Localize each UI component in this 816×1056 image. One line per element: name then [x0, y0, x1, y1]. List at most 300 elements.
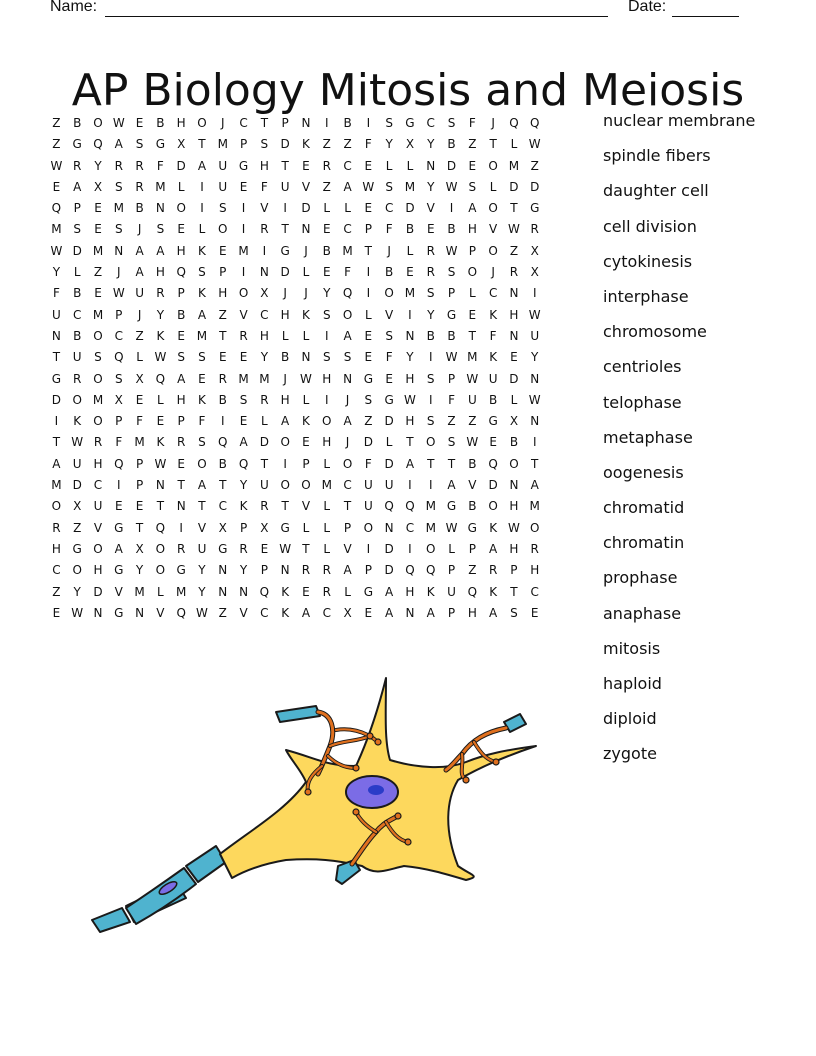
grid-letter: S [385, 116, 393, 130]
grid-letter: H [509, 541, 519, 556]
grid-letter: I [532, 435, 537, 450]
grid-letter: V [489, 222, 498, 237]
grid-letter: P [73, 201, 81, 216]
word-bank [603, 110, 755, 779]
grid-letter: Y [73, 584, 81, 599]
grid-letter: H [322, 435, 332, 450]
grid-letter: Z [52, 137, 61, 152]
grid-letter: C [343, 478, 352, 493]
grid-letter: K [239, 499, 248, 514]
grid-letter: G [51, 371, 62, 386]
grid-letter: R [135, 179, 144, 194]
grid-letter: A [239, 435, 248, 450]
grid-letter: E [135, 116, 144, 130]
grid-row [46, 475, 545, 496]
grid-letter: H [322, 371, 332, 386]
grid-letter: S [114, 371, 123, 386]
grid-letter: W [507, 222, 520, 237]
grid-letter: M [404, 179, 416, 194]
grid-letter: L [302, 328, 310, 343]
grid-letter: Z [218, 307, 227, 322]
grid-letter: E [114, 499, 123, 514]
grid-letter: M [467, 350, 478, 365]
grid-letter: L [489, 179, 497, 194]
grid-letter: D [363, 435, 373, 450]
word-bank-item: diploid [603, 709, 657, 729]
grid-letter: A [426, 605, 435, 620]
word-bank-item: chromosome [603, 322, 707, 342]
grid-letter: A [343, 328, 352, 343]
grid-letter: P [135, 478, 144, 493]
grid-letter: X [509, 414, 519, 429]
grid-letter: T [510, 201, 518, 216]
grid-letter: E [406, 265, 414, 280]
grid-letter: N [509, 286, 519, 301]
grid-letter: I [408, 307, 412, 322]
word-bank-item: chromatid [603, 498, 685, 518]
grid-letter: W [50, 243, 63, 258]
grid-letter: Q [509, 116, 519, 130]
grid-letter: N [280, 563, 290, 578]
grid-letter: T [281, 222, 289, 237]
grid-letter: A [447, 478, 456, 493]
grid-letter: V [468, 478, 477, 493]
dendrite-knob [353, 809, 359, 815]
grid-letter: Z [73, 520, 82, 535]
grid-letter: I [324, 116, 329, 130]
grid-letter: S [239, 392, 248, 407]
grid-letter: K [198, 243, 206, 258]
grid-letter: I [408, 541, 412, 556]
grid-letter: A [385, 605, 394, 620]
grid-row [46, 305, 545, 326]
grid-letter: P [447, 286, 456, 301]
grid-letter: Z [135, 328, 144, 343]
grid-letter: Q [218, 435, 228, 450]
grid-letter: M [508, 158, 520, 173]
grid-letter: L [510, 137, 518, 152]
grid-letter: T [427, 456, 435, 471]
grid-letter: B [426, 328, 435, 343]
grid-letter: L [385, 435, 393, 450]
grid-letter: T [302, 541, 310, 556]
grid-letter: Q [155, 520, 166, 535]
grid-letter: T [198, 137, 206, 152]
grid-letter: V [114, 584, 123, 599]
grid-letter: Y [385, 137, 393, 152]
grid-letter: C [260, 605, 269, 620]
grid-letter: F [489, 328, 497, 343]
grid-letter: C [405, 520, 415, 535]
grid-letter: R [52, 520, 61, 535]
grid-letter: L [302, 520, 310, 535]
grid-letter: O [530, 520, 540, 535]
grid-letter: G [280, 520, 290, 535]
grid-letter: R [73, 158, 82, 173]
grid-letter: P [177, 286, 185, 301]
grid-letter: X [218, 520, 227, 535]
grid-letter: R [73, 371, 82, 386]
grid-letter: A [489, 605, 498, 620]
grid-letter: A [197, 307, 207, 322]
grid-letter: V [197, 520, 207, 535]
grid-letter: B [343, 116, 352, 130]
grid-row [46, 113, 545, 134]
grid-letter: Y [135, 563, 144, 578]
grid-letter: M [238, 371, 249, 386]
grid-letter: S [510, 605, 518, 620]
grid-letter: R [488, 563, 498, 578]
grid-letter: P [447, 563, 456, 578]
grid-letter: H [280, 307, 290, 322]
grid-letter: L [177, 179, 185, 194]
grid-letter: G [384, 392, 394, 407]
grid-letter: O [488, 499, 498, 514]
grid-letter: I [262, 243, 267, 258]
grid-row [46, 262, 545, 283]
worksheet-header [0, 0, 816, 22]
grid-letter: E [177, 456, 185, 471]
grid-letter: B [281, 350, 290, 365]
dendrite-knob [375, 739, 381, 745]
grid-letter: R [530, 541, 539, 556]
grid-letter: P [239, 137, 248, 152]
grid-letter: J [283, 286, 287, 301]
grid-letter: I [324, 392, 329, 407]
grid-letter: O [280, 478, 290, 493]
grid-letter: N [509, 478, 519, 493]
grid-letter: G [114, 563, 124, 578]
word-bank-item: cytokinesis [603, 251, 693, 271]
grid-letter: E [385, 371, 393, 386]
grid-letter: G [72, 541, 82, 556]
grid-letter: K [489, 584, 498, 599]
grid-letter: O [72, 392, 82, 407]
dendrite-knob [405, 839, 411, 845]
grid-letter: L [281, 328, 289, 343]
grid-letter: I [117, 478, 121, 493]
grid-row [46, 326, 545, 347]
grid-letter: C [93, 478, 103, 493]
grid-letter: E [94, 201, 102, 216]
grid-letter: N [239, 584, 249, 599]
grid-letter: B [509, 435, 519, 450]
grid-letter: T [531, 456, 539, 471]
grid-letter: X [73, 499, 82, 514]
grid-letter: V [239, 605, 248, 620]
grid-letter: H [259, 158, 269, 173]
grid-letter: O [426, 435, 436, 450]
grid-letter: E [260, 541, 269, 556]
grid-letter: G [280, 243, 290, 258]
grid-letter: P [343, 520, 352, 535]
grid-letter: C [426, 116, 435, 130]
grid-letter: E [177, 328, 185, 343]
name-field[interactable] [105, 16, 608, 17]
grid-letter: V [260, 201, 269, 216]
grid-letter: R [177, 435, 186, 450]
grid-letter: G [238, 158, 249, 173]
grid-letter: E [239, 414, 248, 429]
grid-letter: B [218, 392, 227, 407]
grid-letter: K [489, 307, 498, 322]
grid-letter: F [385, 222, 393, 237]
grid-letter: E [156, 414, 165, 429]
grid-letter: Q [114, 350, 124, 365]
grid-letter: P [135, 456, 144, 471]
grid-letter: A [135, 243, 144, 258]
grid-letter: T [260, 456, 269, 471]
grid-row [46, 390, 545, 411]
grid-letter: W [154, 456, 167, 471]
grid-letter: U [488, 371, 498, 386]
grid-letter: H [405, 414, 415, 429]
grid-letter: G [446, 499, 457, 514]
grid-letter: E [364, 201, 373, 216]
grid-letter: J [283, 371, 287, 386]
grid-row [46, 156, 545, 177]
grid-letter: S [218, 201, 227, 216]
grid-letter: E [218, 350, 227, 365]
grid-letter: D [446, 158, 457, 173]
grid-letter: J [491, 116, 495, 130]
grid-letter: N [176, 499, 186, 514]
dendrite-knob [367, 733, 373, 739]
grid-letter: R [426, 243, 435, 258]
word-bank-item: daughter cell [603, 181, 709, 201]
grid-letter: P [260, 563, 268, 578]
grid-letter: L [73, 265, 81, 280]
grid-letter: D [93, 584, 103, 599]
grid-letter: J [304, 286, 308, 301]
grid-letter: Z [52, 116, 61, 130]
grid-row [46, 454, 545, 475]
grid-letter: D [509, 371, 519, 386]
grid-letter: A [135, 265, 144, 280]
grid-letter: M [51, 222, 62, 237]
grid-letter: O [488, 243, 498, 258]
grid-letter: O [322, 414, 332, 429]
grid-letter: U [363, 499, 373, 514]
grid-letter: E [468, 158, 477, 173]
grid-letter: R [509, 265, 519, 280]
grid-letter: I [366, 116, 371, 130]
grid-letter: F [136, 414, 144, 429]
grid-letter: L [406, 243, 414, 258]
word-bank-item: zygote [603, 744, 657, 764]
grid-letter: O [488, 201, 498, 216]
grid-letter: C [114, 328, 123, 343]
grid-letter: S [343, 350, 352, 365]
grid-letter: P [364, 222, 372, 237]
grid-row [46, 560, 545, 581]
grid-letter: O [197, 116, 207, 130]
grid-letter: K [302, 414, 310, 429]
grid-letter: R [426, 265, 435, 280]
grid-letter: Y [427, 137, 435, 152]
grid-letter: P [468, 541, 476, 556]
grid-letter: G [363, 371, 373, 386]
dendrite-knob [353, 765, 359, 771]
grid-letter: I [449, 201, 454, 216]
grid-letter: W [279, 541, 292, 556]
grid-letter: I [366, 265, 371, 280]
grid-letter: Y [198, 584, 206, 599]
grid-letter: J [491, 265, 495, 280]
grid-letter: C [322, 605, 331, 620]
grid-letter: G [176, 563, 186, 578]
grid-letter: I [241, 222, 246, 237]
grid-letter: A [343, 563, 352, 578]
grid-letter: W [300, 371, 312, 386]
grid-letter: E [52, 179, 61, 194]
grid-letter: P [510, 563, 518, 578]
grid-letter: G [467, 520, 477, 535]
grid-letter: T [343, 499, 352, 514]
grid-letter: D [51, 392, 62, 407]
grid-letter: H [467, 222, 477, 237]
dendrite-knob [395, 813, 401, 819]
grid-letter: V [156, 605, 165, 620]
grid-letter: U [280, 179, 290, 194]
grid-letter: O [342, 307, 353, 322]
grid-letter: G [363, 584, 373, 599]
grid-letter: I [532, 286, 537, 301]
grid-letter: B [468, 456, 477, 471]
date-field[interactable] [672, 16, 739, 17]
grid-letter: I [428, 350, 433, 365]
grid-letter: Y [94, 158, 102, 173]
grid-letter: S [260, 137, 269, 152]
grid-letter: D [384, 456, 394, 471]
grid-row [46, 198, 545, 219]
grid-letter: G [72, 137, 82, 152]
grid-letter: P [302, 456, 310, 471]
grid-letter: S [73, 222, 81, 237]
grid-letter: Y [427, 307, 435, 322]
word-bank-item: telophase [603, 392, 682, 412]
grid-letter: F [364, 137, 372, 152]
grid-letter: L [157, 392, 164, 407]
grid-letter: I [366, 541, 371, 556]
grid-letter: R [156, 286, 165, 301]
grid-letter: B [73, 116, 82, 130]
grid-letter: K [281, 584, 290, 599]
grid-letter: Y [323, 286, 331, 301]
grid-letter: R [322, 563, 331, 578]
grid-letter: L [323, 520, 331, 535]
grid-letter: M [155, 179, 166, 194]
grid-letter: G [218, 541, 228, 556]
grid-letter: E [239, 350, 248, 365]
grid-letter: A [114, 541, 123, 556]
grid-letter: S [426, 371, 435, 386]
grid-letter: L [344, 584, 351, 599]
grid-letter: H [93, 563, 103, 578]
grid-letter: B [447, 137, 456, 152]
grid-letter: U [218, 179, 228, 194]
word-bank-item: prophase [603, 568, 678, 588]
grid-letter: Y [52, 265, 61, 280]
grid-letter: C [343, 222, 352, 237]
grid-letter: C [488, 286, 498, 301]
word-bank-item: chromatin [603, 533, 685, 553]
grid-row [46, 411, 545, 432]
grid-letter: M [176, 584, 187, 599]
grid-letter: Q [114, 456, 124, 471]
grid-letter: G [446, 307, 457, 322]
grid-letter: J [345, 392, 350, 407]
grid-letter: U [93, 499, 103, 514]
grid-row [46, 518, 545, 539]
grid-letter: A [52, 456, 61, 471]
grid-row [46, 347, 545, 368]
grid-letter: A [73, 179, 82, 194]
grid-letter: Z [93, 265, 103, 280]
grid-row [46, 219, 545, 240]
grid-letter: Z [468, 414, 477, 429]
grid-letter: I [179, 520, 183, 535]
grid-letter: T [52, 350, 61, 365]
dendrite-knob [463, 777, 469, 783]
grid-letter: Z [468, 563, 477, 578]
grid-letter: Q [467, 584, 478, 599]
grid-letter: P [239, 520, 248, 535]
grid-letter: D [280, 265, 290, 280]
grid-letter: R [260, 392, 269, 407]
grid-letter: Z [530, 158, 539, 173]
grid-letter: H [218, 286, 228, 301]
grid-letter: L [323, 456, 331, 471]
grid-letter: E [489, 435, 497, 450]
grid-letter: M [92, 307, 104, 322]
grid-letter: L [468, 286, 476, 301]
grid-letter: E [364, 328, 373, 343]
grid-letter: W [50, 158, 63, 173]
grid-letter: T [281, 158, 289, 173]
grid-letter: C [52, 563, 61, 578]
grid-letter: U [384, 478, 394, 493]
grid-letter: Z [509, 243, 519, 258]
grid-letter: O [51, 499, 62, 514]
grid-letter: P [115, 414, 123, 429]
grid-row [46, 539, 545, 560]
grid-letter: W [507, 520, 520, 535]
word-bank-item: interphase [603, 286, 689, 306]
grid-letter: R [322, 158, 331, 173]
grid-letter: O [342, 456, 353, 471]
grid-letter: P [447, 371, 456, 386]
grid-letter: R [93, 435, 103, 450]
grid-letter: O [93, 371, 103, 386]
grid-letter: F [364, 456, 372, 471]
grid-letter: N [384, 520, 394, 535]
grid-letter: M [92, 392, 104, 407]
grid-letter: D [384, 414, 394, 429]
grid-letter: E [302, 158, 310, 173]
grid-letter: I [324, 328, 329, 343]
grid-letter: H [280, 392, 290, 407]
grid-letter: Q [93, 137, 103, 152]
grid-letter: W [71, 605, 84, 620]
grid-letter: S [468, 179, 477, 194]
grid-letter: X [260, 286, 269, 301]
grid-letter: O [384, 286, 394, 301]
grid-letter: N [218, 563, 228, 578]
grid-letter: H [51, 541, 61, 556]
grid-letter: N [155, 478, 165, 493]
grid-letter: W [196, 605, 208, 620]
